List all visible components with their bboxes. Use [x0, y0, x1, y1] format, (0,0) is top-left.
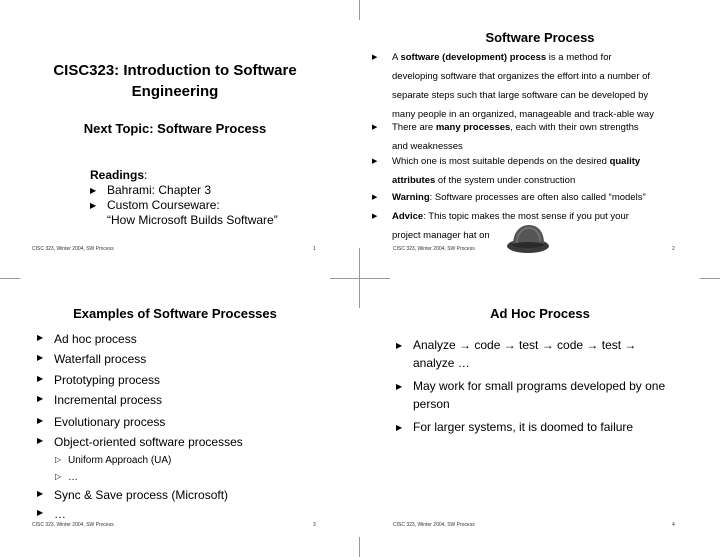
- list-item: ▶ A software (development) process is a method for developing software that organizes the effort into a number of separate steps such that large software can be developed by many people in an organized, manageable and track-able way: [392, 48, 712, 124]
- bullet-icon: ▶: [37, 333, 44, 342]
- bullet-icon: ▶: [37, 353, 44, 362]
- slide2-title: Software Process: [485, 30, 595, 45]
- slide1-subtitle: Next Topic: Software Process: [83, 121, 267, 136]
- list-item: ▶ Advice: This topic makes the most sense if you put your project manager hat on: [392, 207, 712, 245]
- bullet-icon: ▶: [37, 394, 44, 403]
- hat-icon: [505, 221, 551, 255]
- slide3-footer: CISC 323, Winter 2004, SW Process: [32, 522, 114, 528]
- list-item: “How Microsoft Builds Software”: [107, 213, 278, 227]
- slide1-title: CISC323: Introduction to Software Engineering: [53, 62, 297, 100]
- list-item: ▶ Analyze → code → test → code → test → analyze …: [396, 338, 637, 370]
- list-item: ▶ For larger systems, it is doomed to failure: [413, 418, 693, 436]
- bullet-icon: ▶: [372, 124, 378, 131]
- list-item: ▶ Waterfall process: [37, 352, 147, 366]
- bullet-icon: ▶: [37, 508, 44, 517]
- list-item: ▶ May work for small programs developed by one person: [396, 379, 666, 411]
- bullet-icon: ▶: [396, 423, 403, 432]
- bullet-icon: ▶: [37, 416, 44, 425]
- bullet-icon: ▶: [90, 201, 97, 210]
- slide2-footer: CISC 323, Winter 2004, SW Process: [393, 246, 475, 252]
- list-item: ▶ Evolutionary process: [37, 415, 166, 429]
- list-item: ▶ Object-oriented software processes: [37, 435, 243, 449]
- slide1-footer: CISC 323, Winter 2004, SW Process: [32, 246, 114, 252]
- bullet-icon: ▶: [37, 374, 44, 383]
- list-item: ▶ Incremental process: [37, 393, 163, 407]
- slide1-page-number: 1: [313, 246, 316, 252]
- list-item: ▶ Bahrami: Chapter 3: [90, 183, 212, 197]
- bullet-icon: ▶: [396, 382, 403, 391]
- slide4-page-number: 4: [672, 522, 675, 528]
- list-item: ▶ Which one is most suitable depends on the desired quality attributes of the system under construction: [392, 152, 712, 190]
- bullet-icon: ▶: [372, 194, 378, 201]
- list-item: ▶ Ad hoc process: [37, 332, 137, 346]
- slide4-title: Ad Hoc Process: [490, 306, 590, 321]
- cut-line-center: [330, 278, 390, 279]
- list-item: ▶ …: [37, 507, 66, 521]
- readings-label: Readings:: [90, 168, 148, 182]
- bullet-icon: ▶: [372, 54, 378, 61]
- cut-line-right: [700, 278, 720, 279]
- bullet-icon: ▶: [396, 341, 403, 350]
- readings-block: [90, 168, 278, 228]
- bullet-icon: ▶: [372, 158, 378, 165]
- slide3-page-number: 3: [313, 522, 316, 528]
- list-subitem: ▷ …: [55, 472, 78, 483]
- list-item: ▶ Warning: Software processes are often also called “models”: [392, 188, 712, 207]
- list-item: ▶ Prototyping process: [37, 373, 161, 387]
- open-bullet-icon: ▷: [55, 472, 62, 481]
- cut-line-left: [0, 278, 20, 279]
- bullet-icon: ▶: [37, 489, 44, 498]
- open-bullet-icon: ▷: [55, 455, 62, 464]
- bullet-icon: ▶: [90, 186, 97, 195]
- slide2-page-number: 2: [672, 246, 675, 252]
- list-item: ▶ There are many processes, each with their own strengths and weaknesses: [392, 118, 712, 156]
- bullet-icon: ▶: [372, 213, 378, 220]
- list-subitem: ▷ Uniform Approach (UA): [55, 455, 172, 466]
- list-item: ▶ Custom Courseware:: [90, 198, 220, 212]
- cut-line-top: [359, 0, 360, 20]
- slide4-footer: CISC 323, Winter 2004, SW Process: [393, 522, 475, 528]
- bullet-icon: ▶: [37, 436, 44, 445]
- list-item: ▶ Sync & Save process (Microsoft): [37, 488, 229, 502]
- slide3-title: Examples of Software Processes: [73, 306, 277, 321]
- cut-line-bottom: [359, 537, 360, 557]
